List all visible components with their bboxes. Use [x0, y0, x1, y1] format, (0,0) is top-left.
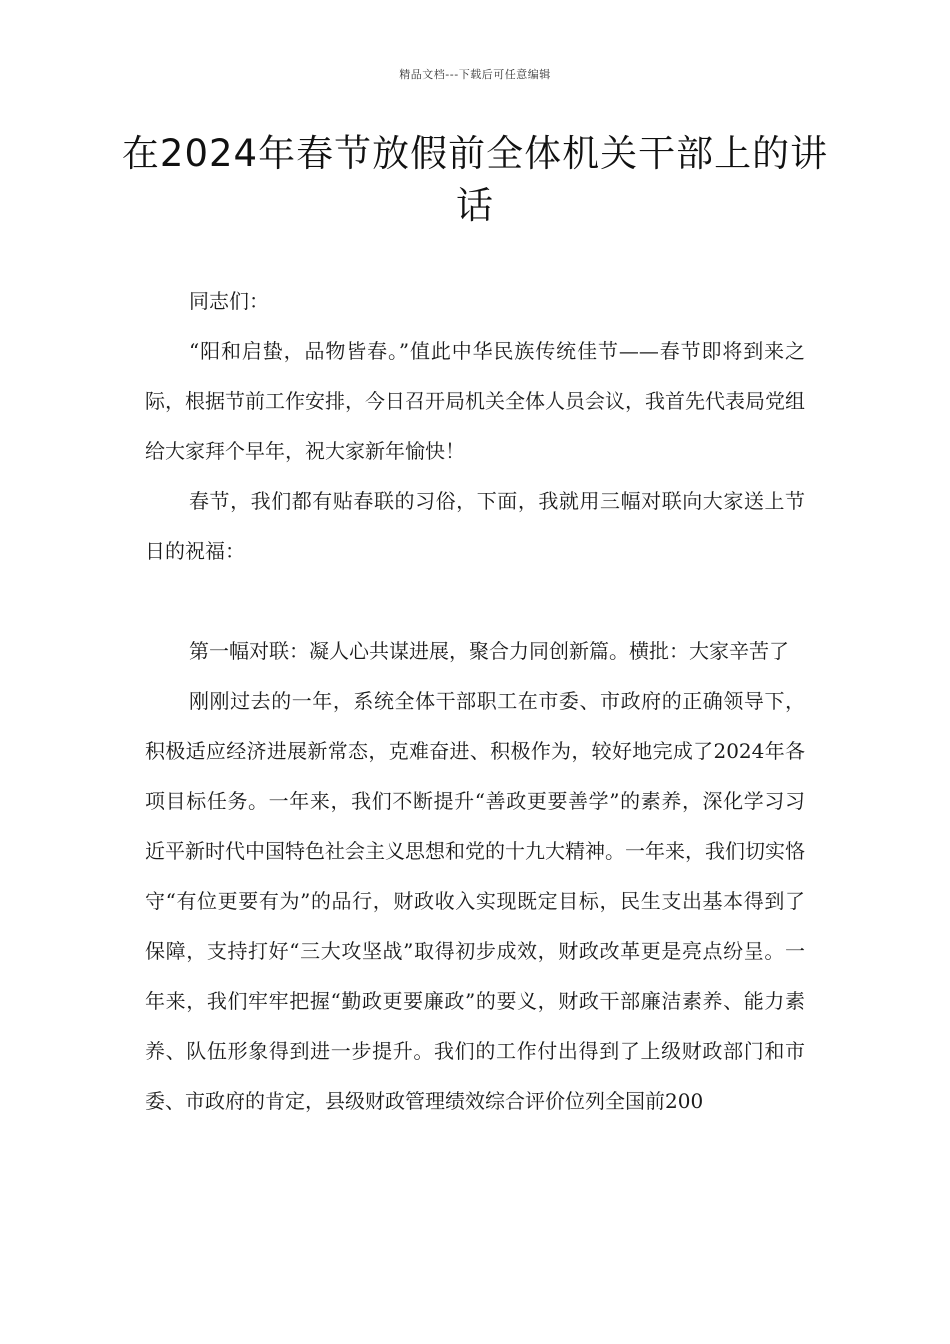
greeting-paragraph: 同志们： — [189, 289, 269, 313]
document-body — [145, 276, 805, 1126]
page-header: 精品文档---下载后可任意编辑 — [399, 68, 551, 81]
couplet-paragraph: 第一幅对联：凝人心共谋进展，聚合力同创新篇。横批：大家辛苦了 — [189, 639, 789, 663]
paragraph-gap — [145, 576, 805, 626]
body-paragraph: “阳和启蛰，品物皆春。”值此中华民族传统佳节——春节即将到来之际，根据节前工作安排，今日召开局机关全体人员会议，我首先代表局党组给大家拜个早年，祝大家新年愉快！ — [145, 339, 805, 463]
document-title: 在2024年春节放假前全体机关干部上的讲话 — [121, 132, 829, 227]
body-paragraph: 刚刚过去的一年，系统全体干部职工在市委、市政府的正确领导下，积极适应经济进展新常态，克难奋进、积极作为，较好地完成了2024年各项目标任务。一年来，我们不断提升“善政更要善学”的素养，深化学习习近平新时代中国特色社会主义思想和党的十九大精神。一年来，我们切实恪守“有位更要有为”的品行，财政收入实现既定目标，民生支出基本得到了保障，支持打好“三大攻坚战”取得初步成效，财政改革更是亮点纷呈。一年来，我们牢牢把握“勤政更要廉政”的要义，财政干部廉洁素养、能力素养、队伍形象得到进一步提升。我们的工作付出得到了上级财政部门和市委、市政府的肯定，县级财政管理绩效综合评价位列全国前200 — [145, 689, 805, 1113]
body-paragraph: 春节，我们都有贴春联的习俗，下面，我就用三幅对联向大家送上节日的祝福： — [145, 489, 805, 563]
